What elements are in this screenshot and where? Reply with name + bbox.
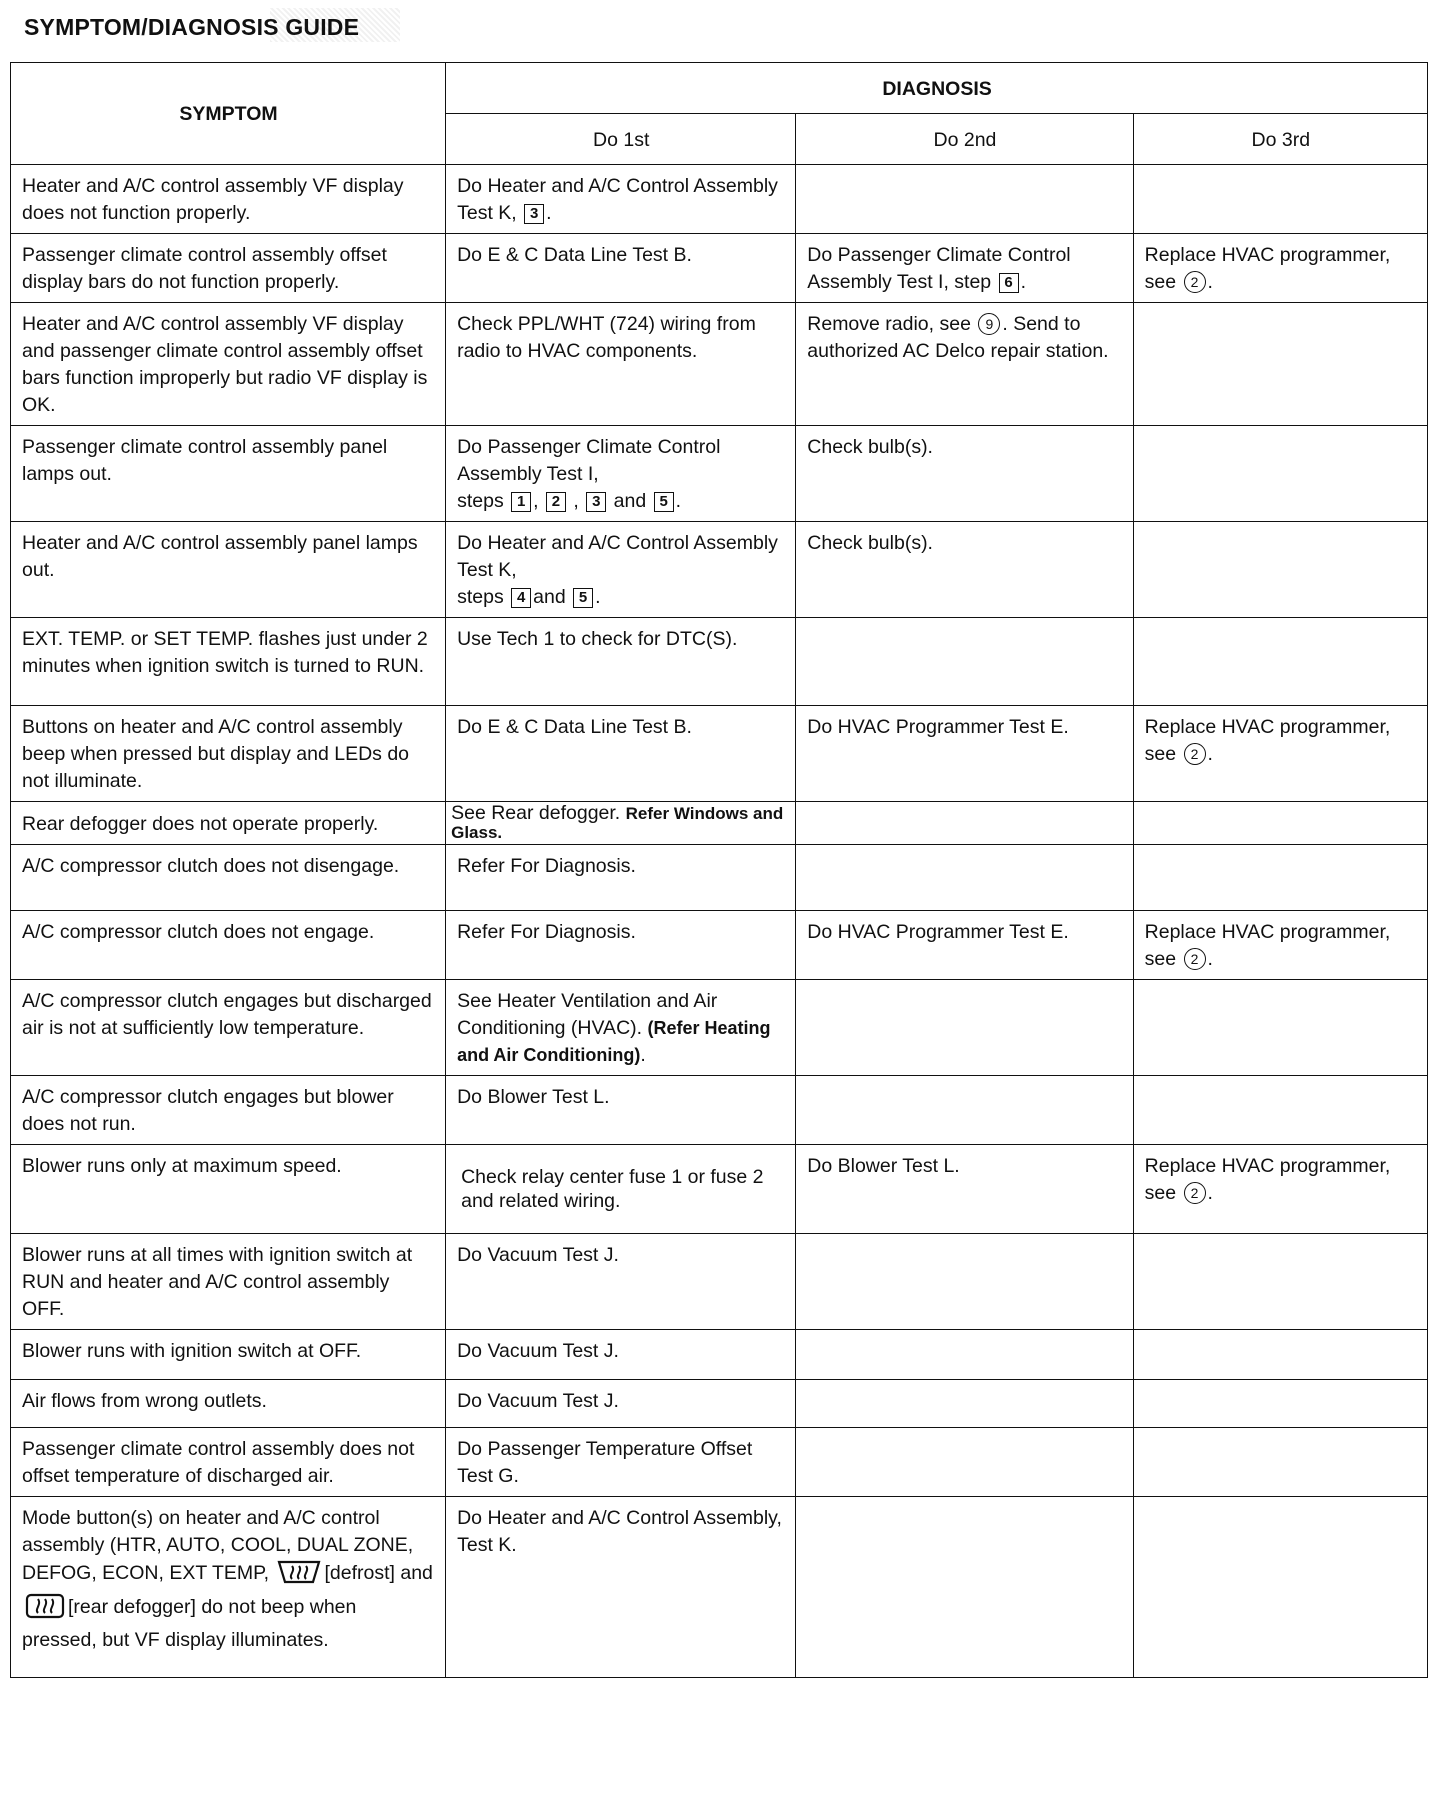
figure-ref-circle: 2 [1184,271,1206,293]
do-2nd-cell [796,1380,1133,1428]
punctuation: . [1207,271,1213,293]
do-2nd-cell [796,1428,1133,1497]
figure-ref-circle: 2 [1184,743,1206,765]
and-text: and [533,586,566,608]
symptom-text-mid: [defrost] and [324,1562,433,1584]
page-title: SYMPTOM/DIAGNOSIS GUIDE [24,14,360,40]
do-3rd-cell [1133,706,1427,802]
symptom-cell: Passenger climate control assembly does not offset temperature of discharged air. [11,1428,446,1497]
do-1st-cell: Refer For Diagnosis. [446,845,796,911]
do-1st-cell [446,165,796,234]
do-3rd-cell [1133,618,1427,706]
do-2nd-cell [796,845,1133,911]
do-2nd-cell: Check bulb(s). [796,426,1133,522]
do-3rd-cell [1133,802,1427,845]
do-2nd-cell [796,1497,1133,1678]
table-row [11,802,1428,845]
steps-label: steps [457,586,504,608]
symptom-cell: A/C compressor clutch does not disengage. [11,845,446,911]
do-3rd-cell [1133,1497,1427,1678]
do-2nd-cell: Do HVAC Programmer Test E. [796,911,1133,980]
do-1st-text: Do Passenger Climate Control Assembly Test I, [457,436,721,485]
table-row [11,911,1428,980]
defrost-icon [277,1559,321,1593]
do-1st-cell: Do Heater and A/C Control Assembly, Test K. [446,1497,796,1678]
do-1st-cell: Do Passenger Temperature Offset Test G. [446,1428,796,1497]
do-2nd-header: Do 2nd [796,114,1133,165]
do-1st-cell: Check PPL/WHT (724) wiring from radio to HVAC components. [446,303,796,426]
punctuation: . [1207,743,1213,765]
do-2nd-cell [796,165,1133,234]
do-2nd-cell [796,303,1133,426]
and-text: and [613,490,647,512]
table-row [11,980,1428,1076]
symptom-cell: Heater and A/C control assembly VF display does not function properly. [11,165,446,234]
punctuation: . [640,1044,646,1066]
do-1st-cell [446,802,796,845]
do-1st-cell: Do Vacuum Test J. [446,1380,796,1428]
symptom-cell: Passenger climate control assembly offset display bars do not function properly. [11,234,446,303]
table-row [11,303,1428,426]
do-1st-cell: Do Heater and A/C Control Assembly Test K, steps 4 and 5 . [446,522,796,618]
do-1st-header: Do 1st [446,114,796,165]
diagnosis-header: DIAGNOSIS [446,63,1428,114]
table-row [11,1380,1428,1428]
do-3rd-text: Replace HVAC programmer, see [1144,244,1391,293]
do-1st-cell: Do Vacuum Test J. [446,1330,796,1380]
symptom-cell: A/C compressor clutch does not engage. [11,911,446,980]
do-2nd-text-cont: . Send to authorized AC Delco repair station. [807,313,1109,362]
symptom-cell: A/C compressor clutch engages but blower does not run. [11,1076,446,1145]
symptom-cell: Blower runs only at maximum speed. [11,1145,446,1234]
figure-ref-circle: 9 [978,313,1000,335]
do-2nd-text: Do Passenger Climate Control Assembly Test I, step [807,244,1071,293]
do-1st-text: Do Heater and A/C Control Assembly Test K, [457,175,778,224]
do-1st-text: See Heater Ventilation and Air Conditioning (HVAC). [457,990,718,1039]
step-box: 4 [511,588,531,608]
do-1st-cell: Use Tech 1 to check for DTC(S). [446,618,796,706]
refer-text: (Refer Heating and Air Conditioning) [457,1018,771,1065]
do-3rd-cell [1133,1234,1427,1330]
table-row [11,1145,1428,1234]
do-3rd-cell [1133,911,1427,980]
symptom-cell: Heater and A/C control assembly panel lamps out. [11,522,446,618]
table-row [11,1330,1428,1380]
figure-ref-circle: 2 [1184,1182,1206,1204]
steps-label: steps [457,490,504,512]
table-row [11,618,1428,706]
do-2nd-text: Remove radio, see [807,313,971,335]
step-box: 3 [524,204,544,224]
do-1st-cell: Do E & C Data Line Test B. [446,706,796,802]
do-2nd-cell [796,1076,1133,1145]
table-row [11,1428,1428,1497]
symptom-cell: Rear defogger does not operate properly. [11,802,446,845]
punctuation: . [1207,1182,1213,1204]
table-row [11,1234,1428,1330]
symptom-header: SYMPTOM [11,63,446,165]
do-2nd-cell [796,234,1133,303]
table-row [11,1076,1428,1145]
step-box: 6 [999,273,1019,293]
do-1st-cell: Do Blower Test L. [446,1076,796,1145]
do-3rd-cell [1133,1330,1427,1380]
do-3rd-cell [1133,845,1427,911]
step-box: 2 [546,492,566,512]
do-1st-cell: Do Vacuum Test J. [446,1234,796,1330]
symptom-text-end: [rear defogger] do not beep when pressed, but VF display illuminates. [22,1596,357,1651]
do-3rd-text: Replace HVAC programmer, see [1144,1155,1391,1204]
do-1st-cell: Do E & C Data Line Test B. [446,234,796,303]
step-box: 3 [586,492,606,512]
table-row [11,1497,1428,1678]
symptom-cell: Passenger climate control assembly panel lamps out. [11,426,446,522]
do-3rd-text: Replace HVAC programmer, see [1144,921,1391,970]
punctuation: . [1207,948,1213,970]
symptom-cell [11,1497,446,1678]
do-3rd-cell [1133,1428,1427,1497]
symptom-cell: EXT. TEMP. or SET TEMP. flashes just under 2 minutes when ignition switch is turned to RUN. [11,618,446,706]
table-row [11,165,1428,234]
do-2nd-cell [796,1234,1133,1330]
do-2nd-cell [796,980,1133,1076]
rear-defogger-icon [25,1593,65,1627]
do-2nd-cell: Check bulb(s). [796,522,1133,618]
symptom-cell: Heater and A/C control assembly VF display and passenger climate control assembly offset bars function improperly but radio VF display is OK. [11,303,446,426]
symptom-cell: Blower runs at all times with ignition switch at RUN and heater and A/C control assembly OFF. [11,1234,446,1330]
do-3rd-header: Do 3rd [1133,114,1427,165]
do-3rd-cell [1133,1076,1427,1145]
do-2nd-cell [796,618,1133,706]
do-3rd-cell [1133,165,1427,234]
step-box: 1 [511,492,531,512]
do-1st-cell [446,980,796,1076]
do-1st-cell: Check relay center fuse 1 or fuse 2 and related wiring. [446,1145,796,1234]
refer-text: Refer Windows and Glass. [451,804,784,842]
do-3rd-cell [1133,980,1427,1076]
symptom-text: Mode button(s) on heater and A/C control assembly (HTR, AUTO, COOL, DUAL ZONE, DEFOG, ECON, EXT TEMP, [22,1507,414,1584]
symptom-cell: Air flows from wrong outlets. [11,1380,446,1428]
do-3rd-cell [1133,303,1427,426]
do-3rd-cell [1133,426,1427,522]
do-3rd-cell [1133,1380,1427,1428]
step-box: 5 [654,492,674,512]
symptom-cell: Blower runs with ignition switch at OFF. [11,1330,446,1380]
do-2nd-cell [796,802,1133,845]
do-2nd-cell: Do HVAC Programmer Test E. [796,706,1133,802]
symptom-cell: Buttons on heater and A/C control assembly beep when pressed but display and LEDs do not illuminate. [11,706,446,802]
do-1st-cell: Do Passenger Climate Control Assembly Test I, steps 1 , 2 , 3 and 5 . [446,426,796,522]
table-row [11,522,1428,618]
do-1st-cell: Refer For Diagnosis. [446,911,796,980]
do-2nd-cell [796,1330,1133,1380]
figure-ref-circle: 2 [1184,948,1206,970]
do-3rd-text: Replace HVAC programmer, see [1144,716,1391,765]
do-1st-text: See Rear defogger. [451,802,621,824]
symptom-cell: A/C compressor clutch engages but discharged air is not at sufficiently low temperature. [11,980,446,1076]
do-3rd-cell [1133,522,1427,618]
table-row [11,234,1428,303]
step-box: 5 [573,588,593,608]
do-1st-text: Do Heater and A/C Control Assembly Test K, [457,532,778,581]
do-3rd-cell [1133,1145,1427,1234]
table-row [11,426,1428,522]
table-row [11,706,1428,802]
punctuation: . [1020,271,1026,293]
punctuation: . [546,202,552,224]
do-3rd-cell [1133,234,1427,303]
do-2nd-cell: Do Blower Test L. [796,1145,1133,1234]
table-row [11,845,1428,911]
symptom-diagnosis-table [10,62,1428,1678]
